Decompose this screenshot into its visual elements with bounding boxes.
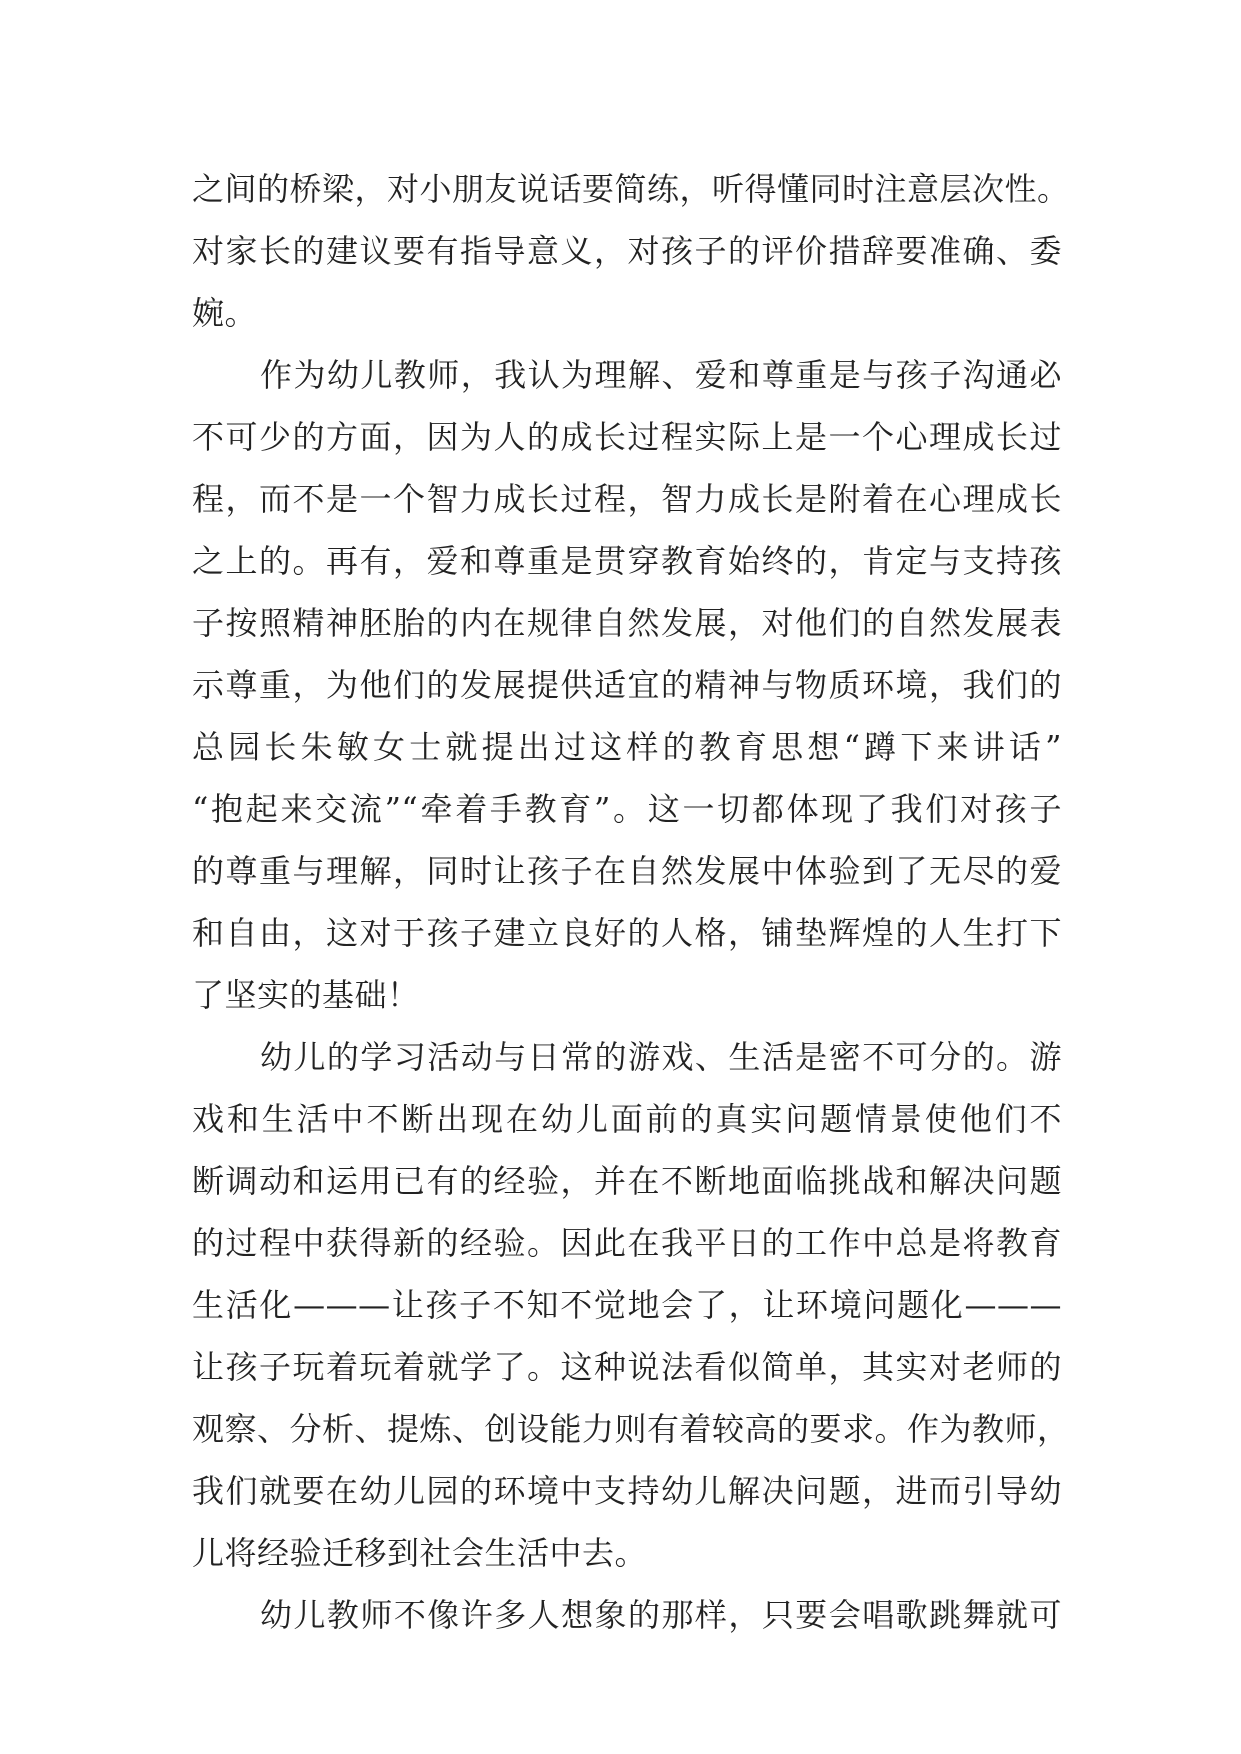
text-line: 幼儿教师不像许多人想象的那样，只要会唱歌跳舞就可 <box>260 1596 1062 1634</box>
text-line: “抱起来交流”“牵着手教育”。这一切都体现了我们对孩子 <box>192 790 1062 828</box>
text-line: 程，而不是一个智力成长过程，智力成长是附着在心理成长 <box>192 480 1062 518</box>
body-text <box>192 158 1070 1646</box>
text-line: 之间的桥梁，对小朋友说话要简练，听得懂同时注意层次性。 <box>192 170 1070 208</box>
text-line: 我们就要在幼儿园的环境中支持幼儿解决问题，进而引导幼 <box>192 1472 1062 1510</box>
text-line: 不可少的方面，因为人的成长过程实际上是一个心理成长过 <box>192 418 1062 456</box>
text-line: 的尊重与理解，同时让孩子在自然发展中体验到了无尽的爱 <box>192 852 1062 890</box>
text-line: 对家长的建议要有指导意义，对孩子的评价措辞要准确、委 <box>192 232 1062 270</box>
text-line: 子按照精神胚胎的内在规律自然发展，对他们的自然发展表 <box>192 604 1062 642</box>
text-line: 让孩子玩着玩着就学了。这种说法看似简单，其实对老师的 <box>192 1348 1062 1386</box>
text-line: 示尊重，为他们的发展提供适宜的精神与物质环境，我们的 <box>192 666 1062 704</box>
text-line: 了坚实的基础！ <box>192 976 420 1014</box>
text-line: 和自由，这对于孩子建立良好的人格，铺垫辉煌的人生打下 <box>192 914 1062 952</box>
text-line: 儿将经验迁移到社会生活中去。 <box>192 1534 648 1572</box>
text-line: 之上的。再有，爱和尊重是贯穿教育始终的，肯定与支持孩 <box>192 542 1062 580</box>
text-line: 作为幼儿教师，我认为理解、爱和尊重是与孩子沟通必 <box>260 356 1062 394</box>
text-line: 总园长朱敏女士就提出过这样的教育思想“蹲下来讲话” <box>192 728 1062 766</box>
text-line: 观察、分析、提炼、创设能力则有着较高的要求。作为教师， <box>192 1410 1070 1448</box>
text-line: 婉。 <box>192 294 258 332</box>
text-line: 戏和生活中不断出现在幼儿面前的真实问题情景使他们不 <box>192 1100 1062 1138</box>
text-line: 生活化———让孩子不知不觉地会了，让环境问题化——— <box>192 1286 1062 1324</box>
text-line: 断调动和运用已有的经验，并在不断地面临挑战和解决问题 <box>192 1162 1062 1200</box>
text-line: 的过程中获得新的经验。因此在我平日的工作中总是将教育 <box>192 1224 1062 1262</box>
text-line: 幼儿的学习活动与日常的游戏、生活是密不可分的。游 <box>260 1038 1062 1076</box>
